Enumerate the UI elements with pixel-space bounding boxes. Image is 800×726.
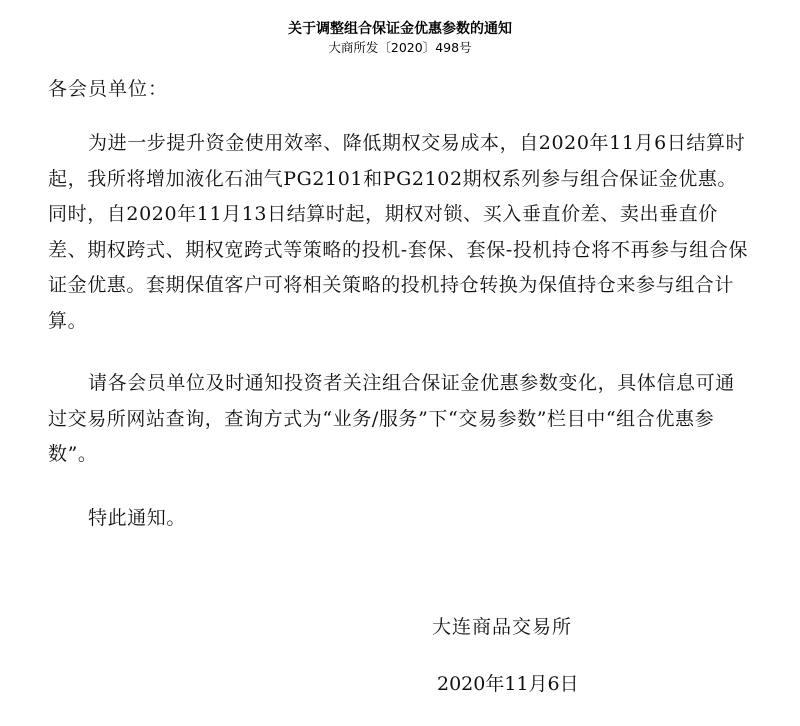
body-paragraph-1: 为进一步提升资金使用效率、降低期权交易成本，自2020年11月6日结算时起，我所将增加液化石油气PG2101和PG2102期权系列参与组合保证金优惠。同时，自2020年11月13日结算时起，期权对锁、买入垂直价差、卖出垂直价差、期权跨式、期权宽跨式等策略的投机-套保、套保-投机持仓将不再参与组合保证金优惠。套期保值客户可将相关策略的投机持仓转换为保值持仓来参与组合计算。 <box>48 132 749 332</box>
signatory: 大连商品交易所 <box>432 616 573 638</box>
document-header <box>0 20 800 57</box>
body-paragraph-2: 请各会员单位及时通知投资者关注组合保证金优惠参数变化，具体信息可通过交易所网站查询，查询方式为“业务/服务”下“交易参数”栏目中“组合优惠参数”。 <box>48 372 735 465</box>
closing-paragraph: 特此通知。 <box>88 507 187 529</box>
document-number: 大商所发〔2020〕498号 <box>328 40 472 55</box>
issue-date: 2020年11月6日 <box>437 673 579 695</box>
salutation: 各会员单位： <box>48 78 169 100</box>
document-title: 关于调整组合保证金优惠参数的通知 <box>288 21 512 37</box>
